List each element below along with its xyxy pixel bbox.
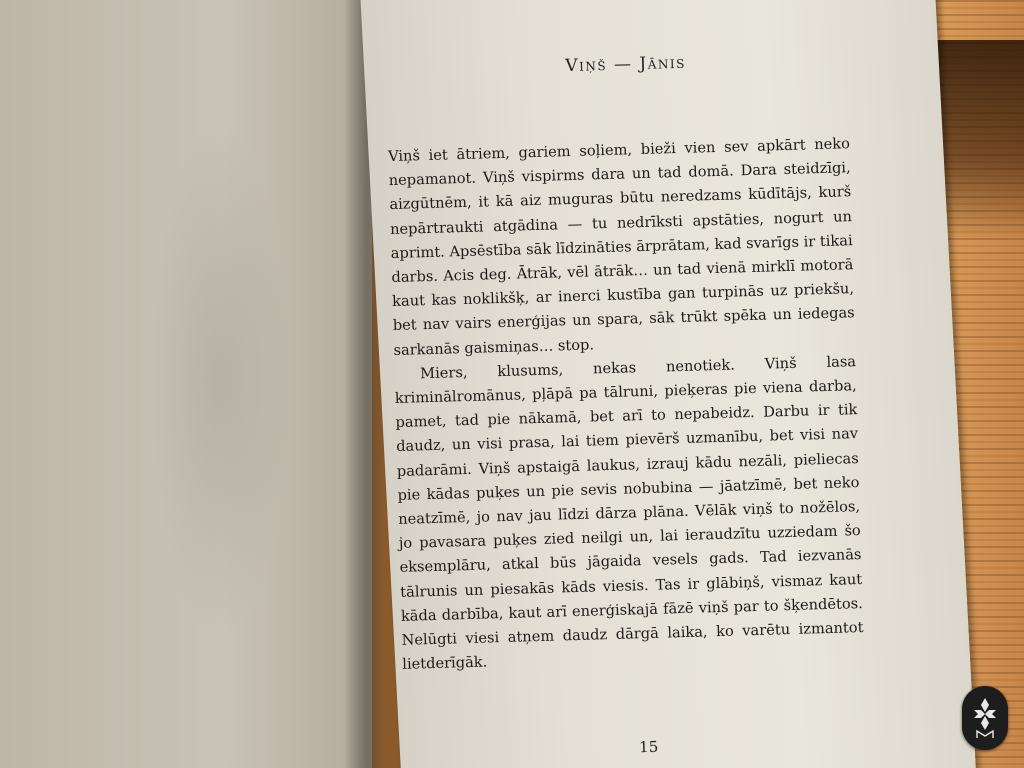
page-content bbox=[384, 0, 905, 768]
page-number: 15 bbox=[638, 737, 659, 757]
running-head: Viņš — Jānis bbox=[565, 52, 687, 77]
paragraph-1: Viņš iet ātriem, gariem soļiem, bieži vien sev apkārt neko nepamanot. Viņš vispirms dara un tad domā. Dara steidzīgi, aizgūtnēm, it kā aiz muguras būtu neredzams kūdītājs, kurš nepārtraukti atgādina — tu nedrīksti apstāties, nogurt un aprimt. Apsēstība sāk līdzināties ārprātam, kad svarīgs ir tikai darbs. Acis deg. Ātrāk, vēl ātrāk… un tad vienā mirklī motorā kaut kas noklikšķ, ar inerci kustība gan turpinās uz priekšu, bet nav vairs enerģijas un spara, sāk trūkt spēka un iedegas sarkanās gaismiņas… stop. bbox=[387, 135, 855, 359]
flower-badge-icon bbox=[962, 686, 1008, 750]
body-text bbox=[388, 132, 865, 677]
left-page-shading bbox=[150, 120, 290, 640]
left-page bbox=[0, 0, 372, 768]
paragraph-2: Miers, klusums, nekas nenotiek. Viņš lasa kriminālromānus, pļāpā pa tālruni, pieķeras pie viena darba, pamet, tad pie nākamā, bet arī to nepabeidz. Darbu ir tik daudz, un visi prasa, lai tiem pievērš uzmanību, bet visi nav padarāmi. Viņš apstaigā laukus, izrauj kādu nezāli, pieliecas pie kādas puķes un pie sevis nobubina — jāatzīmē, bet neko neatzīmē, jo nav jau līdzi dārza plāna. Vēlāk viņš to nožēlos, jo pavasara puķes zied neilgi un, lai ieraudzītu uzziedam šo eksemplāru, atkal būs jāgaida vesels gads. Tad iezvanās tālrunis un piesakās kāds viesis. Tas ir glābiņš, vismaz kaut kāda darbība, kaut arī enerģiskajā fāzē viņš par to šķendētos. Nelūgti viesi atņem daudz dārgā laika, ko varētu izmantot lietderīgāk. bbox=[394, 352, 864, 674]
